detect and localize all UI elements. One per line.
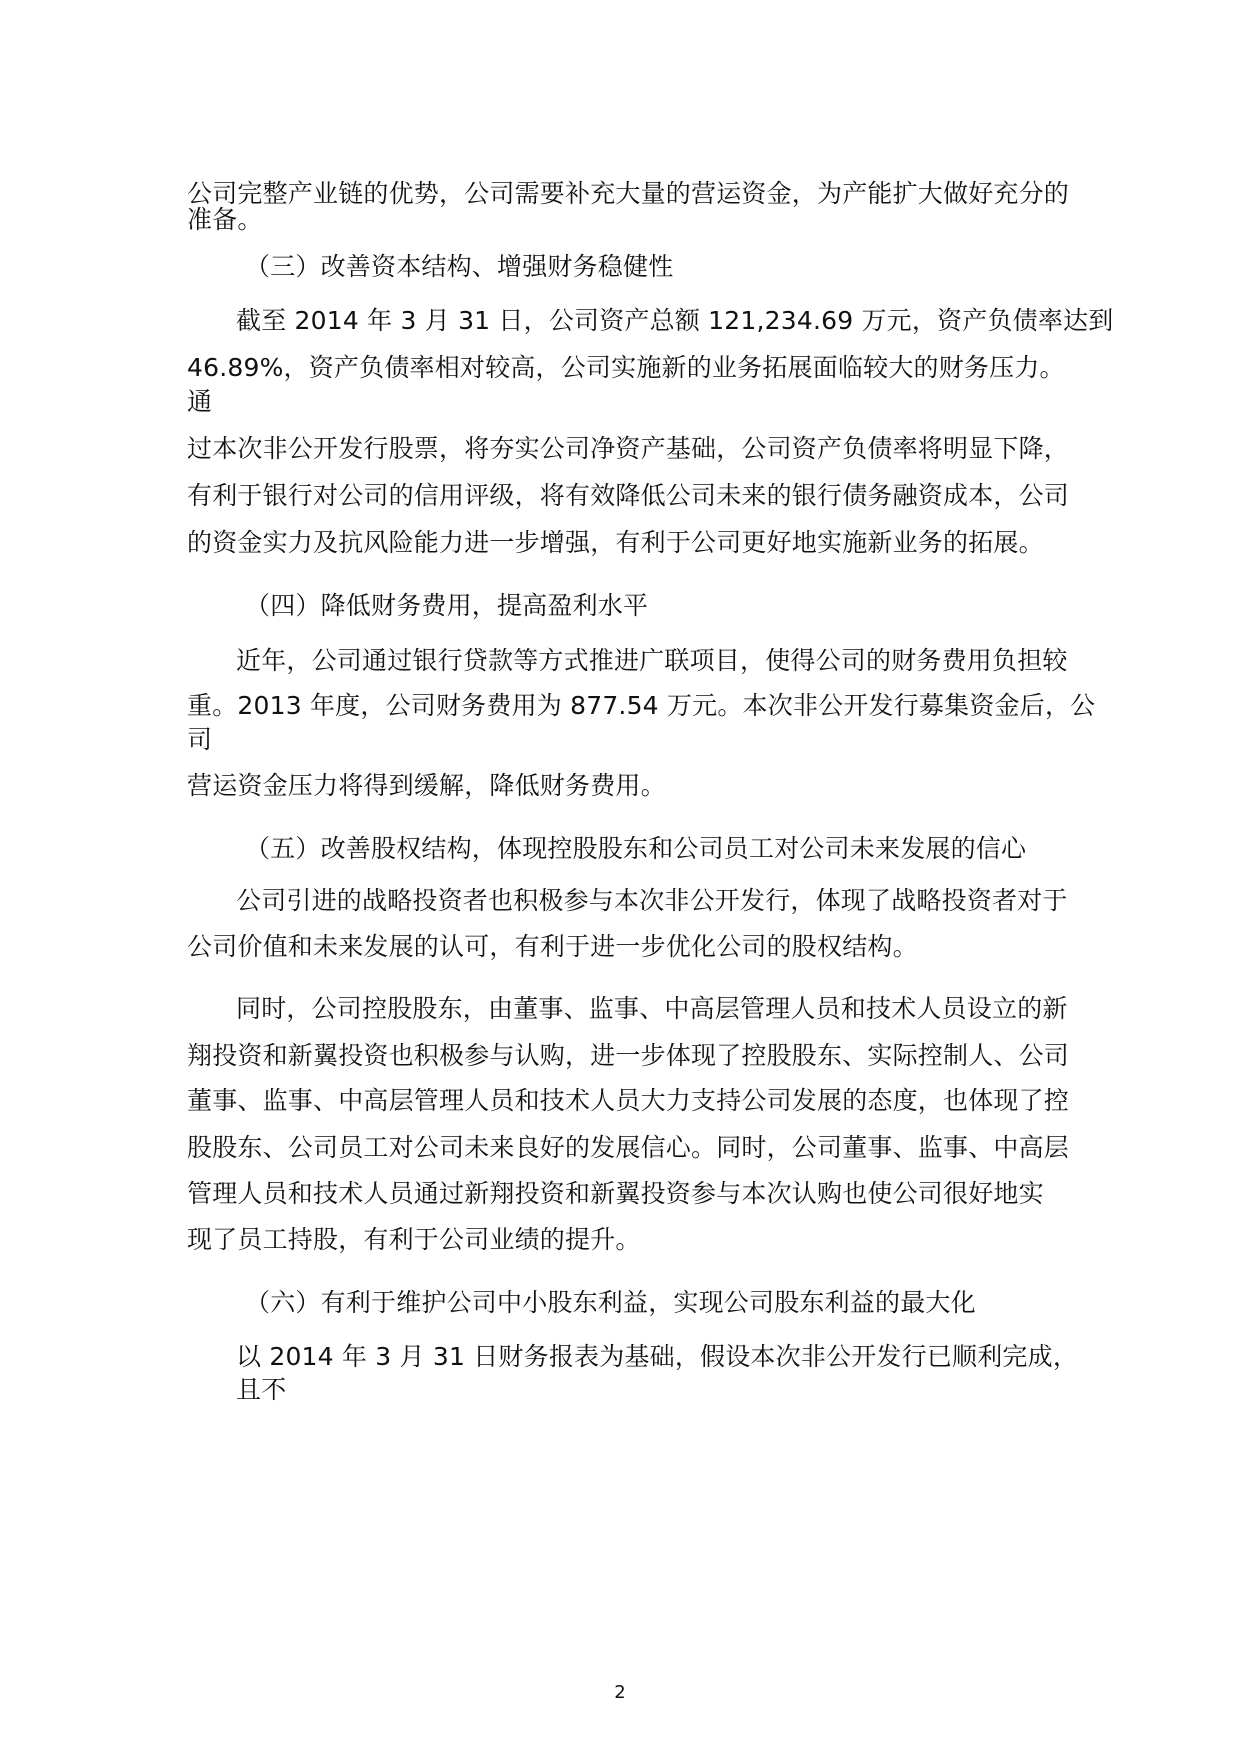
- body-text-line: 准备。: [187, 205, 263, 234]
- body-text-line: 管理人员和技术人员通过新翔投资和新翼投资参与本次认购也使公司很好地实: [187, 1179, 1044, 1208]
- body-text-line: 公司完整产业链的优势，公司需要补充大量的营运资金，为产能扩大做好充分的: [187, 179, 1070, 208]
- body-text-line: 营运资金压力将得到缓解，降低财务费用。: [187, 771, 666, 800]
- body-text-line: 翔投资和新翼投资也积极参与认购，进一步体现了控股股东、实际控制人、公司: [187, 1041, 1070, 1070]
- body-text-line: 过本次非公开发行股票，将夯实公司净资产基础，公司资产负债率将明显下降，: [187, 434, 1070, 463]
- body-text-line: 公司价值和未来发展的认可，有利于进一步优化公司的股权结构。: [187, 932, 918, 961]
- body-text-line: 的资金实力及抗风险能力进一步增强，有利于公司更好地实施新业务的拓展。: [187, 528, 1044, 557]
- body-text-line: 董事、监事、中高层管理人员和技术人员大力支持公司发展的态度，也体现了控: [187, 1086, 1070, 1115]
- body-text-line: 近年，公司通过银行贷款等方式推进广联项目，使得公司的财务费用负担较: [236, 646, 1068, 675]
- body-text-line: 现了员工持股，有利于公司业绩的提升。: [187, 1225, 641, 1254]
- body-text-line: 司: [187, 725, 213, 754]
- section-heading-4: （四）降低财务费用，提高盈利水平: [245, 591, 649, 620]
- body-text-line: 截至 2014 年 3 月 31 日，公司资产总额 121,234.69 万元，资产负债率达到: [236, 306, 1114, 335]
- body-text-line: 46.89%，资产负债率相对较高，公司实施新的业务拓展面临较大的财务压力。: [187, 353, 1065, 382]
- body-text-line: 公司引进的战略投资者也积极参与本次非公开发行，体现了战略投资者对于: [236, 886, 1068, 915]
- body-text-line: 重。2013 年度，公司财务费用为 877.54 万元。本次非公开发行募集资金后，公: [187, 691, 1096, 720]
- page-number: 2: [614, 1682, 626, 1703]
- body-text-line: 以 2014 年 3 月 31 日财务报表为基础，假设本次非公开发行已顺利完成，: [236, 1342, 1079, 1371]
- body-text-line: 且不: [236, 1375, 287, 1404]
- section-heading-6: （六）有利于维护公司中小股东利益，实现公司股东利益的最大化: [245, 1288, 976, 1317]
- body-text-line: 股股东、公司员工对公司未来良好的发展信心。同时，公司董事、监事、中高层: [187, 1133, 1070, 1162]
- body-text-line: 有利于银行对公司的信用评级，将有效降低公司未来的银行债务融资成本，公司: [187, 481, 1070, 510]
- section-heading-5: （五）改善股权结构，体现控股股东和公司员工对公司未来发展的信心: [245, 834, 1027, 863]
- section-heading-3: （三）改善资本结构、增强财务稳健性: [245, 252, 674, 281]
- body-text-line: 同时，公司控股股东，由董事、监事、中高层管理人员和技术人员设立的新: [236, 994, 1068, 1023]
- body-text-line: 通: [187, 387, 213, 416]
